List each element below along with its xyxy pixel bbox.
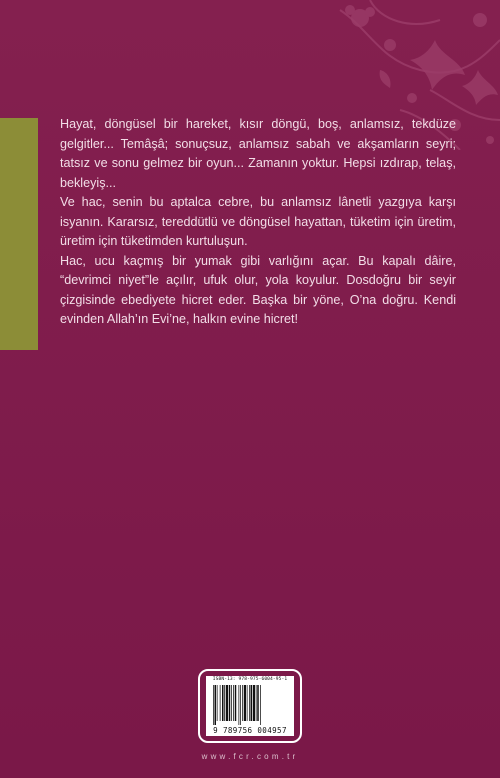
barcode-frame: [198, 669, 302, 743]
publisher-website: www.fcr.com.tr: [201, 752, 299, 761]
isbn-label: ISBN-13: 978-975-6004-95-1: [212, 677, 288, 682]
blurb-paragraph-3: Hac, ucu kaçmış bir yumak gibi varlığını açar. Bu kapalı dâire, “devrimci niyet”le açılır, ufuk olur, yola koyulur. Dosdoğru bir seyir çizgisinde ebediyete hicret eder. Başka bir yöne, O’na doğru. Kendi evinden Allah’ın Evi’ne, halkın evine hicret!: [60, 253, 456, 326]
accent-strip: [0, 118, 38, 350]
barcode-number: 9 789756 004957: [213, 726, 287, 735]
blurb-paragraph-1: Hayat, döngüsel bir hareket, kısır döngü, boş, anlamsız, tekdüze gelgitler... Temâşâ; sonuçsuz, anlamsız sabah ve akşamların seyri; tatsız ve sonu gelmez bir oyun... Zamanın yoktur. Hepsi ızdırap, telaş, bekleyiş...: [60, 117, 456, 190]
blurb-paragraph-2: Ve hac, senin bu aptalca cebre, bu anlamsız lânetli yazgıya karşı isyanın. Kararsız, tereddütlü ve döngüsel hayattan, tüketim için üretim, üretim için tüketimden kurtuluşun.: [60, 195, 456, 248]
barcode-icon: [212, 685, 288, 725]
back-cover-blurb: [60, 115, 456, 330]
barcode-panel: [206, 676, 294, 736]
